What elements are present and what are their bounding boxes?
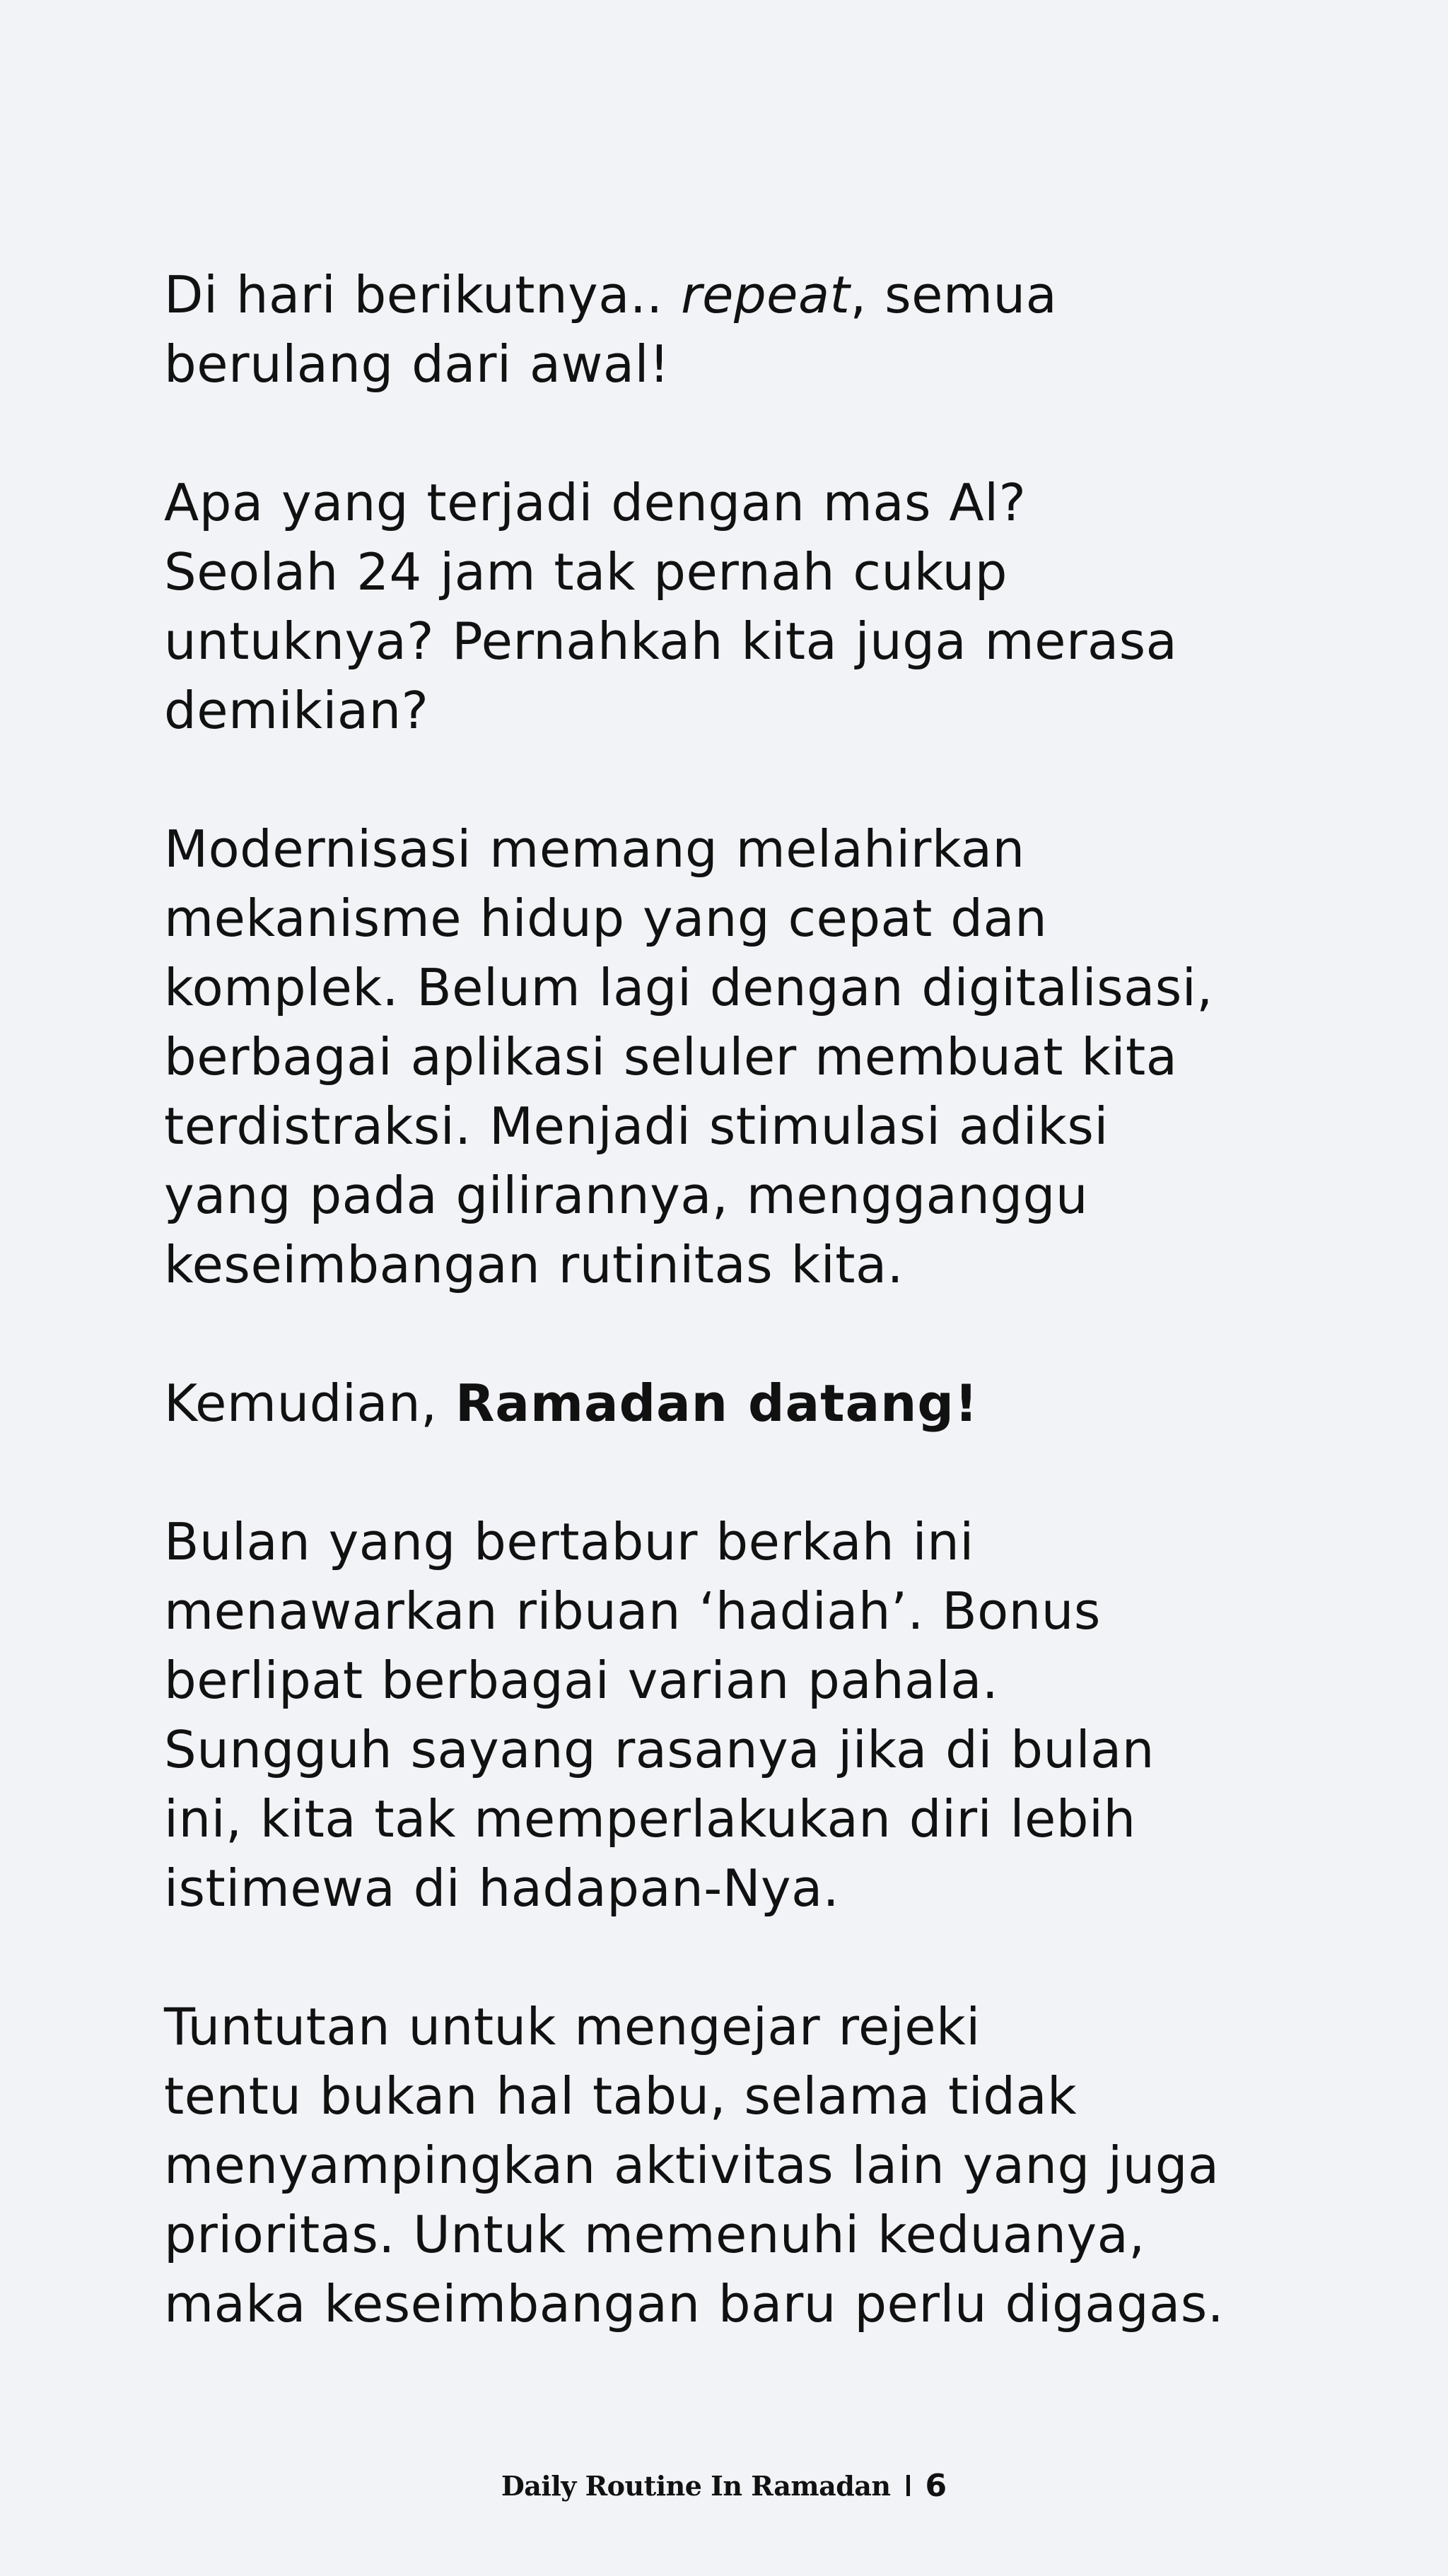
- text-run: berbagai aplikasi seluler membuat kita: [164, 1027, 1178, 1087]
- paragraph: [164, 1507, 1324, 1923]
- italic-emphasis: repeat: [681, 265, 851, 324]
- text-line: [164, 676, 1324, 745]
- text-line: [164, 1784, 1324, 1854]
- text-run: untuknya? Pernahkah kita juga merasa: [164, 611, 1178, 671]
- paragraph: [164, 1369, 1324, 1438]
- paragraph: [164, 260, 1324, 399]
- text-line: [164, 1715, 1324, 1784]
- bold-emphasis: Ramadan datang!: [455, 1374, 979, 1433]
- text-line: [164, 814, 1324, 884]
- text-line: [164, 260, 1324, 329]
- text-line: [164, 1992, 1324, 2061]
- text-line: [164, 1507, 1324, 1576]
- text-line: [164, 2269, 1324, 2338]
- text-line: [164, 1576, 1324, 1646]
- text-line: [164, 1369, 1324, 1438]
- footer-separator: [906, 2475, 910, 2496]
- text-run: ini, kita tak memperlakukan diri lebih: [164, 1789, 1136, 1849]
- text-run: prioritas. Untuk memenuhi keduanya,: [164, 2205, 1145, 2264]
- text-run: tentu bukan hal tabu, selama tidak: [164, 2066, 1078, 2126]
- text-line: [164, 953, 1324, 1022]
- text-line: [164, 537, 1324, 607]
- text-run: Kemudian,: [164, 1374, 455, 1433]
- text-line: [164, 1091, 1324, 1161]
- text-run: keseimbangan rutinitas kita.: [164, 1235, 904, 1294]
- text-line: [164, 2061, 1324, 2131]
- paragraph: [164, 468, 1324, 745]
- text-run: Bulan yang bertabur berkah ini: [164, 1512, 974, 1571]
- text-run: maka keseimbangan baru perlu digagas.: [164, 2274, 1225, 2334]
- text-run: Di hari berikutnya..: [164, 265, 682, 324]
- text-line: [164, 1646, 1324, 1715]
- text-run: komplek. Belum lagi dengan digitalisasi,: [164, 958, 1213, 1017]
- footer-book-title: Daily Routine In Ramadan: [501, 2469, 891, 2502]
- page-number: 6: [925, 2467, 947, 2504]
- text-run: Modernisasi memang melahirkan: [164, 819, 1025, 879]
- text-run: Sungguh sayang rasanya jika di bulan: [164, 1720, 1155, 1779]
- text-line: [164, 884, 1324, 953]
- text-line: [164, 607, 1324, 676]
- paragraph: [164, 814, 1324, 1299]
- paragraph: [164, 1992, 1324, 2338]
- text-line: [164, 1022, 1324, 1091]
- text-line: [164, 2131, 1324, 2200]
- text-run: istimewa di hadapan-Nya.: [164, 1858, 840, 1918]
- text-line: [164, 1230, 1324, 1299]
- text-run: terdistraksi. Menjadi stimulasi adiksi: [164, 1096, 1109, 1156]
- text-line: [164, 329, 1324, 399]
- text-line: [164, 468, 1324, 537]
- page-footer: [0, 2464, 1448, 2507]
- text-run: Apa yang terjadi dengan mas Al?: [164, 473, 1027, 532]
- text-run: mekanisme hidup yang cepat dan: [164, 889, 1048, 948]
- text-run: yang pada gilirannya, mengganggu: [164, 1166, 1088, 1225]
- text-run: menyampingkan aktivitas lain yang juga: [164, 2136, 1220, 2195]
- text-line: [164, 2200, 1324, 2269]
- text-run: berlipat berbagai varian pahala.: [164, 1651, 999, 1710]
- body-text: [164, 260, 1324, 2338]
- text-run: berulang dari awal!: [164, 334, 670, 394]
- text-line: [164, 1161, 1324, 1230]
- text-run: , semua: [850, 265, 1058, 324]
- text-run: Seolah 24 jam tak pernah cukup: [164, 542, 1008, 602]
- text-run: menawarkan ribuan ‘hadiah’. Bonus: [164, 1581, 1101, 1641]
- text-run: Tuntutan untuk mengejar rejeki: [164, 1997, 981, 2056]
- text-line: [164, 1854, 1324, 1923]
- text-run: demikian?: [164, 681, 429, 740]
